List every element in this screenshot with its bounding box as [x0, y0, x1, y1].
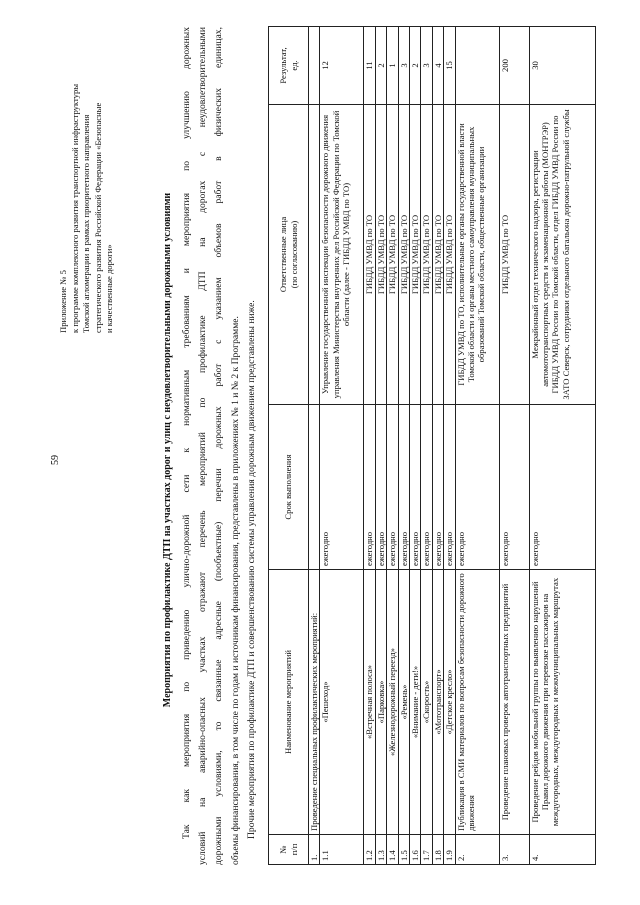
cell-resp: ГИБДД УМВД по ТО	[364, 105, 375, 405]
cell-num: 1.8	[432, 835, 443, 865]
cell-name: «Мототранспорт»	[432, 570, 443, 835]
cell-resp: ГИБДД УМВД по ТО, исполнительные органы государственной власти Томской области и органы местного самоуправления муниципальных образований Томской области, общественные организации	[455, 105, 499, 405]
cell-name: «Детское кресло»	[444, 570, 455, 835]
cell-term: ежегодно	[320, 405, 364, 570]
cell-term	[309, 405, 320, 570]
cell-result: 2	[375, 27, 386, 105]
cell-resp: ГИБДД УМВД по ТО	[421, 105, 432, 405]
table-row	[375, 27, 386, 865]
table-row	[309, 27, 320, 865]
table-row	[387, 27, 398, 865]
appendix-note	[58, 37, 116, 333]
cell-name: «Пешеход»	[320, 570, 364, 835]
cell-result: 3	[421, 27, 432, 105]
cell-term: ежегодно	[529, 405, 595, 570]
table-row	[455, 27, 499, 865]
cell-name: «Ремень»	[398, 570, 409, 835]
paragraph-line: Так как мероприятия по приведению улично-дорожной сети к нормативным требованиям и мероприятия по улучшению дорожных	[181, 27, 192, 839]
cell-resp: ГИБДД УМВД по ТО	[499, 105, 529, 405]
header-num: № п/п	[269, 835, 309, 865]
paragraph-line: объемы финансирования, в том числе по годам и источникам финансирования, представлены в приложениях № 1 и № 2 к Программе.	[229, 316, 241, 865]
table-row	[499, 27, 529, 865]
cell-resp: ГИБДД УМВД по ТО	[410, 105, 421, 405]
paragraph-line: условий на аварийно-опасных участках отражают перечень мероприятий по профилактике ДТП на дорогах с неудовлетворительными	[197, 27, 209, 865]
cell-term: ежегодно	[421, 405, 432, 570]
cell-term: ежегодно	[432, 405, 443, 570]
cell-resp	[309, 105, 320, 405]
cell-num: 4.	[529, 835, 595, 865]
cell-result: 30	[529, 27, 595, 105]
cell-resp: Межрайонный отдел технического надзора, регистрации автомототранспортных средств и экзаменационной работы (МОНТРЭР) ГИБДД УМВД России по Томской области, отдел ГИБДД УМВД России по ЗАТО Северск, сотрудники отдельного батальона дорожно-патрульной службы	[529, 105, 595, 405]
cell-result: 15	[444, 27, 455, 105]
table-row	[421, 27, 432, 865]
cell-num: 1.3	[375, 835, 386, 865]
cell-resp: ГИБДД УМВД по ТО	[444, 105, 455, 405]
cell-resp: ГИБДД УМВД по ТО	[387, 105, 398, 405]
cell-result: 4	[432, 27, 443, 105]
cell-term: ежегодно	[410, 405, 421, 570]
cell-resp: ГИБДД УМВД по ТО	[398, 105, 409, 405]
table-row	[398, 27, 409, 865]
cell-name: «Встречная полоса»	[364, 570, 375, 835]
cell-term: ежегодно	[455, 405, 499, 570]
table-row	[444, 27, 455, 865]
cell-num: 1.5	[398, 835, 409, 865]
header-term: Срок выполнения	[269, 405, 309, 570]
cell-num: 1.2	[364, 835, 375, 865]
intro-paragraph	[179, 27, 260, 865]
cell-resp: Управление государственной инспекции безопасности дорожного движения управления Министерства внутренних дел Российской Федерации по Томской области (далее - ГИБДД УМВД по ТО)	[320, 105, 364, 405]
cell-term: ежегодно	[364, 405, 375, 570]
table-row	[410, 27, 421, 865]
table-header-row	[269, 27, 309, 865]
cell-name: Проведение плановых проверок автотранспортных предприятий	[499, 570, 529, 835]
measures-table	[268, 26, 596, 865]
cell-term: ежегодно	[398, 405, 409, 570]
cell-result	[309, 27, 320, 105]
cell-result: 11	[364, 27, 375, 105]
cell-name: «Парковка»	[375, 570, 386, 835]
appendix-line: Приложение № 5	[58, 270, 68, 333]
cell-name: Проведение специальных профилактических мероприятий:	[309, 570, 320, 835]
table-row	[320, 27, 364, 865]
cell-name: Проведение рейдов мобильной группы по выявлению нарушений Правил дорожного движения при перевозке пассажиров на междугородных, междугородных и межмуниципальных маршрутах	[529, 570, 595, 835]
appendix-line: стратегического развития Российской Федерации «Безопасные	[92, 102, 103, 333]
appendix-line: Томской агломерации в рамках приоритетного направления	[81, 114, 92, 333]
document-title: Мероприятия по профилактике ДТП на участках дорог и улиц с неудовлетворительными дорожными условиями	[162, 192, 173, 708]
cell-name: Публикация в СМИ материалов по вопросам безопасности дорожного движения	[455, 570, 499, 835]
cell-num: 1.	[309, 835, 320, 865]
cell-term: ежегодно	[444, 405, 455, 570]
cell-num: 3.	[499, 835, 529, 865]
cell-num: 2.	[455, 835, 499, 865]
cell-resp: ГИБДД УМВД по ТО	[432, 105, 443, 405]
table-row	[432, 27, 443, 865]
cell-term: ежегодно	[499, 405, 529, 570]
cell-result: 12	[320, 27, 364, 105]
header-result: Результат, ед.	[269, 27, 309, 105]
table-row	[529, 27, 595, 865]
cell-name: «Железнодорожный переезд»	[387, 570, 398, 835]
page-number: 59	[50, 455, 61, 465]
cell-term: ежегодно	[375, 405, 386, 570]
cell-num: 1.7	[421, 835, 432, 865]
cell-num: 1.1	[320, 835, 364, 865]
cell-term: ежегодно	[387, 405, 398, 570]
cell-num: 1.9	[444, 835, 455, 865]
paragraph-line: дорожными условиями, то связанные адресные (пообъектные) перечни дорожных работ с указанием объемов работ в физических единицах,	[213, 27, 225, 865]
cell-result: 2	[410, 27, 421, 105]
paragraph-line: Прочие мероприятия по профилактике ДТП и совершенствованию системы управления дорожным движением представлены ниже.	[245, 300, 257, 839]
header-name: Наименование мероприятий	[269, 570, 309, 835]
header-resp: Ответственные лица (по согласованию)	[269, 105, 309, 405]
cell-result: 200	[499, 27, 529, 105]
table-row	[364, 27, 375, 865]
cell-num: 1.4	[387, 835, 398, 865]
cell-result: 1	[387, 27, 398, 105]
cell-result: 3	[398, 27, 409, 105]
cell-result	[455, 27, 499, 105]
cell-resp: ГИБДД УМВД по ТО	[375, 105, 386, 405]
cell-name: «Внимание - дети!»	[410, 570, 421, 835]
appendix-line: к программе комплексного развития транспортной инфраструктуры	[69, 83, 80, 333]
cell-num: 1.6	[410, 835, 421, 865]
appendix-line: и качественные дороги»	[104, 244, 115, 333]
cell-name: «Скорость»	[421, 570, 432, 835]
